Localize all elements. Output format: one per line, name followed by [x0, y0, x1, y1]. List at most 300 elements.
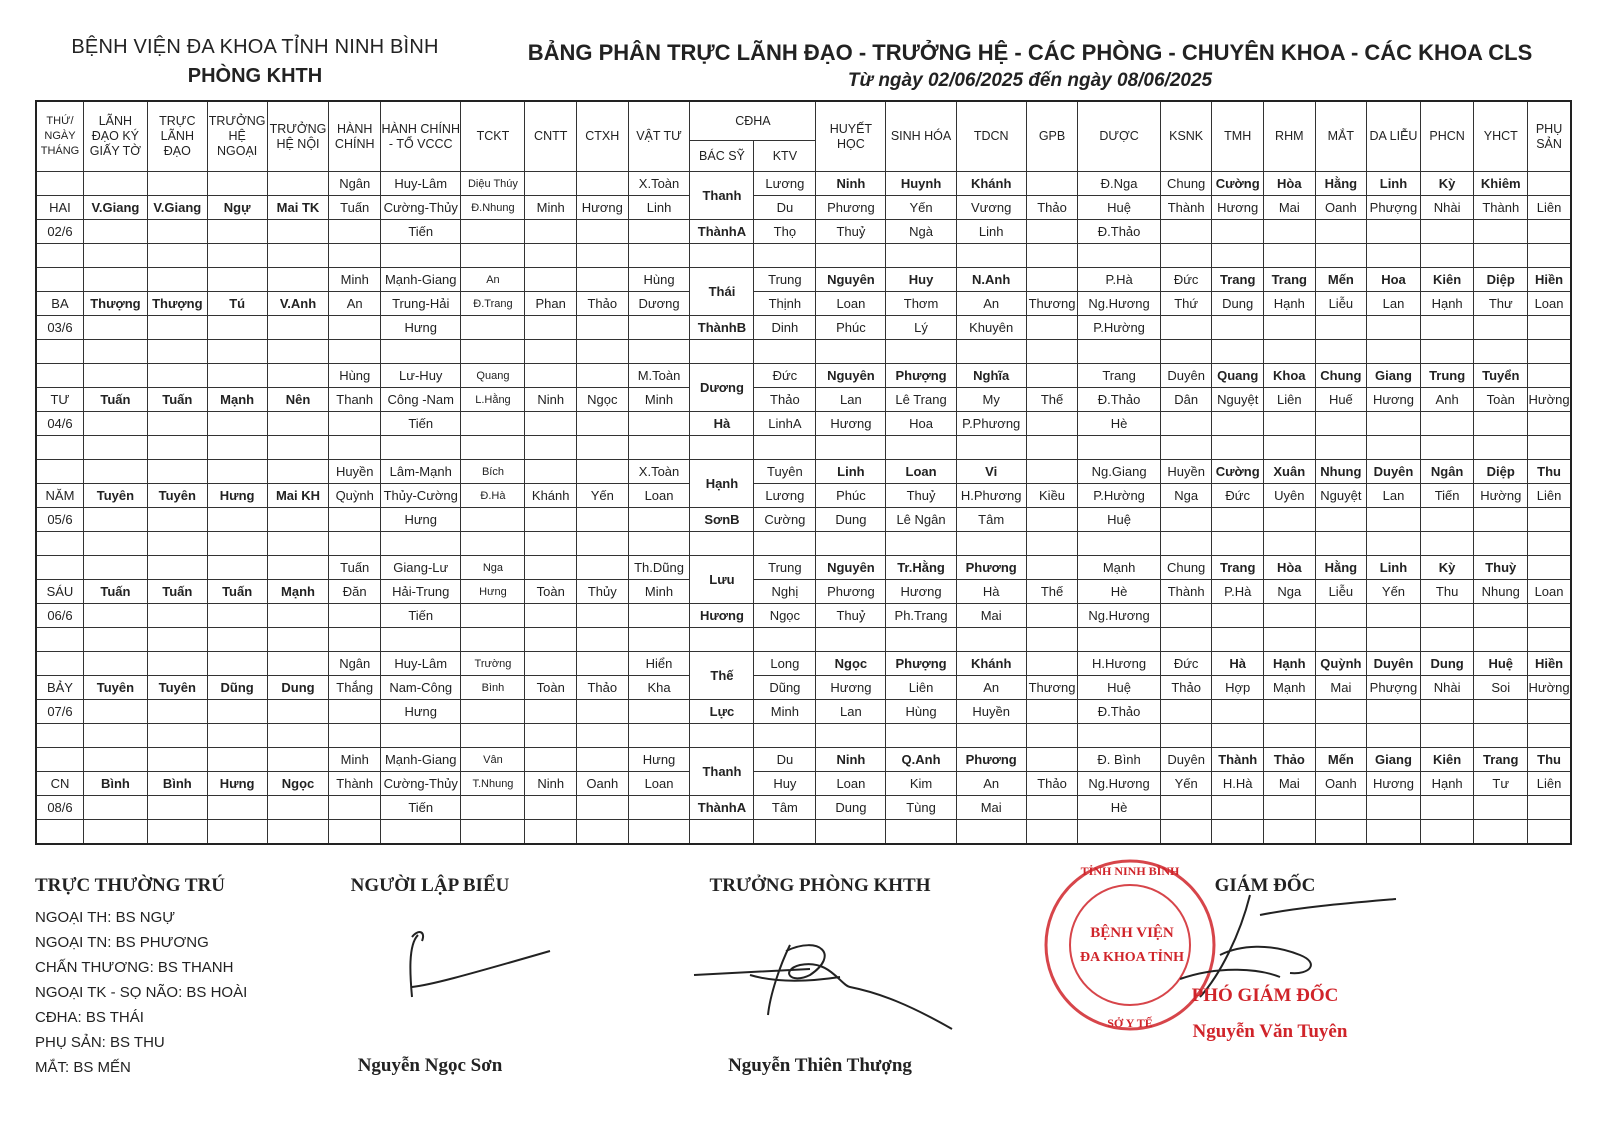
table-cell — [816, 340, 886, 364]
table-cell — [147, 436, 207, 460]
table-cell: Ngân — [1420, 460, 1474, 484]
table-cell: Khánh — [956, 652, 1026, 676]
table-cell: Hưng — [207, 772, 267, 796]
table-cell: Hợp — [1212, 676, 1264, 700]
hospital-name: BỆNH VIỆN ĐA KHOA TỈNH NINH BÌNH — [71, 36, 439, 58]
table-cell: My — [956, 388, 1026, 412]
table-cell — [267, 748, 329, 772]
table-cell — [1528, 364, 1571, 388]
table-cell: Ngọc — [754, 604, 816, 628]
table-cell — [1026, 820, 1078, 845]
table-cell — [525, 268, 577, 292]
date-range: Từ ngày 02/06/2025 đến ngày 08/06/2025 — [847, 70, 1213, 91]
table-cell — [1528, 724, 1571, 748]
table-cell: Thành — [1160, 580, 1212, 604]
table-cell — [1367, 412, 1421, 436]
table-cell — [83, 796, 147, 820]
table-row — [36, 628, 1571, 652]
table-cell — [1474, 436, 1528, 460]
table-cell: Tuấn — [329, 196, 381, 220]
cdha-doctor: Thế — [690, 652, 754, 700]
table-cell — [1474, 220, 1528, 244]
table-cell — [1315, 724, 1367, 748]
table-cell: Tuyên — [83, 484, 147, 508]
table-cell: Loan — [816, 292, 886, 316]
table-cell — [1026, 412, 1078, 436]
table-cell: Tuyên — [754, 460, 816, 484]
table-cell: Duyên — [1367, 460, 1421, 484]
table-cell — [754, 244, 816, 268]
date-label: 05/6 — [36, 508, 83, 532]
table-cell: Huyền — [1160, 460, 1212, 484]
table-cell — [525, 700, 577, 724]
table-cell: Phượng — [886, 364, 956, 388]
table-cell: Phượng — [886, 652, 956, 676]
day-label: NĂM — [36, 484, 83, 508]
table-cell — [461, 316, 525, 340]
col-header-tckt: TCKT — [461, 101, 525, 172]
table-cell — [267, 532, 329, 556]
table-cell — [1528, 628, 1571, 652]
table-row — [36, 364, 1571, 388]
table-cell — [754, 340, 816, 364]
table-cell: Nguyệt — [1212, 388, 1264, 412]
table-cell — [1420, 412, 1474, 436]
table-cell: Nam-Công — [381, 676, 461, 700]
table-cell — [267, 724, 329, 748]
table-cell: Thứ — [1160, 292, 1212, 316]
table-cell: Diệu Thúy — [461, 172, 525, 196]
table-cell — [1367, 508, 1421, 532]
table-row — [36, 436, 1571, 460]
table-cell: Diệp — [1474, 268, 1528, 292]
table-cell: Hưng — [628, 748, 690, 772]
table-cell — [690, 628, 754, 652]
day-spacer — [36, 172, 83, 196]
table-row — [36, 748, 1571, 772]
table-cell: Duyên — [1367, 652, 1421, 676]
day-spacer — [36, 556, 83, 580]
table-cell — [1264, 532, 1316, 556]
table-cell: Tuấn — [147, 580, 207, 604]
org-header — [60, 36, 450, 88]
table-cell: Hà — [956, 580, 1026, 604]
table-cell: Dung — [1420, 652, 1474, 676]
table-cell: Thịnh — [754, 292, 816, 316]
table-cell — [1026, 268, 1078, 292]
table-cell — [577, 172, 629, 196]
table-cell: Thư — [1474, 292, 1528, 316]
table-cell — [329, 244, 381, 268]
table-cell — [525, 508, 577, 532]
table-cell: Tiến — [1420, 484, 1474, 508]
table-cell — [1212, 412, 1264, 436]
table-cell: Mai — [1264, 772, 1316, 796]
table-cell: Hùng — [628, 268, 690, 292]
table-cell: Yến — [577, 484, 629, 508]
table-cell — [1026, 244, 1078, 268]
table-cell — [690, 244, 754, 268]
table-cell: An — [956, 772, 1026, 796]
table-cell — [1026, 220, 1078, 244]
table-cell: P.Hà — [1078, 268, 1161, 292]
head-of-dept-title: TRƯỞNG PHÒNG KHTH — [709, 875, 931, 896]
table-cell: Oanh — [577, 772, 629, 796]
table-row — [36, 580, 1571, 604]
table-cell: Ngọc — [816, 652, 886, 676]
table-cell: Kỳ — [1420, 172, 1474, 196]
table-cell — [956, 724, 1026, 748]
table-cell: Thương — [1026, 292, 1078, 316]
table-cell — [207, 268, 267, 292]
table-cell — [207, 172, 267, 196]
table-cell: Toàn — [1474, 388, 1528, 412]
table-cell — [147, 412, 207, 436]
table-cell — [956, 628, 1026, 652]
table-cell: Khiêm — [1474, 172, 1528, 196]
table-cell: Thắng — [329, 676, 381, 700]
table-cell — [1367, 532, 1421, 556]
table-cell: Huy — [754, 772, 816, 796]
table-cell — [1315, 244, 1367, 268]
table-cell — [1315, 796, 1367, 820]
table-cell: Đ.Thảo — [1078, 388, 1161, 412]
table-cell — [525, 244, 577, 268]
table-cell — [577, 364, 629, 388]
table-cell: Thảo — [577, 676, 629, 700]
cdha-doctor: ThànhA — [690, 796, 754, 820]
date-label: 03/6 — [36, 316, 83, 340]
table-cell — [83, 268, 147, 292]
col-header-ctxh: CTXH — [577, 101, 629, 172]
table-cell — [1160, 316, 1212, 340]
table-cell: Đ.Hà — [461, 484, 525, 508]
table-cell: Huy — [886, 268, 956, 292]
table-cell: H.Hà — [1212, 772, 1264, 796]
table-cell — [147, 796, 207, 820]
table-cell — [1264, 220, 1316, 244]
table-cell: Lương — [754, 172, 816, 196]
table-cell — [628, 628, 690, 652]
table-cell — [1420, 316, 1474, 340]
table-cell — [1026, 652, 1078, 676]
table-cell: Kha — [628, 676, 690, 700]
stamp-line2: ĐA KHOA TỈNH — [1080, 950, 1184, 965]
table-cell — [1528, 340, 1571, 364]
table-cell — [525, 412, 577, 436]
cdha-doctor: Thanh — [690, 172, 754, 220]
table-cell — [1026, 508, 1078, 532]
table-cell: Ninh — [816, 748, 886, 772]
table-cell — [577, 244, 629, 268]
table-cell — [1212, 340, 1264, 364]
table-cell: Liên — [1528, 484, 1571, 508]
table-cell: Mến — [1315, 748, 1367, 772]
table-cell — [147, 316, 207, 340]
table-cell — [329, 340, 381, 364]
table-cell — [754, 820, 816, 845]
table-cell — [628, 244, 690, 268]
table-cell: Thượng — [83, 292, 147, 316]
table-cell — [886, 820, 956, 845]
col-header-rhm: RHM — [1264, 101, 1316, 172]
table-cell — [83, 724, 147, 748]
table-cell — [36, 820, 83, 845]
head-of-dept-signature-block — [690, 875, 950, 1075]
table-cell: Diệp — [1474, 460, 1528, 484]
table-cell — [1078, 724, 1161, 748]
table-cell: Hằng — [1315, 556, 1367, 580]
table-cell — [207, 556, 267, 580]
table-cell — [1474, 820, 1528, 845]
table-cell: Kiên — [1420, 748, 1474, 772]
table-cell: Mai — [956, 604, 1026, 628]
table-cell: Hè — [1078, 580, 1161, 604]
on-call-line: PHỤ SẢN: BS THU — [35, 1034, 165, 1051]
table-cell — [461, 700, 525, 724]
table-cell: Mai — [956, 796, 1026, 820]
table-cell — [1212, 796, 1264, 820]
date-label: 08/6 — [36, 796, 83, 820]
col-header-da-lieu: DA LIỄU — [1367, 101, 1421, 172]
table-cell — [1078, 340, 1161, 364]
table-cell — [207, 652, 267, 676]
table-cell: Liên — [1528, 196, 1571, 220]
table-cell — [267, 628, 329, 652]
table-cell — [525, 628, 577, 652]
col-header-gpb: GPB — [1026, 101, 1078, 172]
table-cell: Hoa — [1367, 268, 1421, 292]
table-cell — [577, 508, 629, 532]
table-cell: Huệ — [1078, 676, 1161, 700]
table-cell: Đ. Bình — [1078, 748, 1161, 772]
table-cell: Tuyên — [147, 484, 207, 508]
table-cell: Ngọc — [577, 388, 629, 412]
table-cell: Ninh — [525, 772, 577, 796]
col-header-duoc: DƯỢC — [1078, 101, 1161, 172]
table-cell — [36, 628, 83, 652]
table-cell — [207, 436, 267, 460]
table-cell: Ngự — [207, 196, 267, 220]
day-label: SÁU — [36, 580, 83, 604]
table-cell: Thọ — [754, 220, 816, 244]
table-cell: Nghĩa — [956, 364, 1026, 388]
on-call-line: NGOẠI TK - SỌ NÃO: BS HOÀI — [35, 984, 248, 1001]
table-cell: Yến — [1367, 580, 1421, 604]
table-cell: Liên — [1528, 772, 1571, 796]
table-cell — [1315, 436, 1367, 460]
table-cell — [36, 532, 83, 556]
table-cell — [207, 220, 267, 244]
table-cell: Ph.Trang — [886, 604, 956, 628]
table-cell — [1160, 724, 1212, 748]
table-cell: Yến — [1160, 772, 1212, 796]
table-cell — [1367, 604, 1421, 628]
department-name: PHÒNG KHTH — [187, 65, 323, 87]
table-cell: Oanh — [1315, 196, 1367, 220]
table-cell: Giang-Lư — [381, 556, 461, 580]
table-cell — [461, 220, 525, 244]
table-cell — [577, 340, 629, 364]
table-cell — [1474, 796, 1528, 820]
cdha-doctor: ThànhB — [690, 316, 754, 340]
table-cell: Thành — [329, 772, 381, 796]
table-cell: Minh — [329, 748, 381, 772]
director-name: Nguyễn Văn Tuyên — [1192, 1021, 1348, 1042]
table-cell: Phúc — [816, 484, 886, 508]
table-cell: Mạnh — [1264, 676, 1316, 700]
table-row — [36, 556, 1571, 580]
table-cell: V.Giang — [83, 196, 147, 220]
table-cell — [1212, 244, 1264, 268]
table-cell — [1160, 796, 1212, 820]
preparer-signature — [400, 915, 560, 1005]
table-cell — [267, 700, 329, 724]
table-cell — [1160, 340, 1212, 364]
table-cell — [147, 220, 207, 244]
on-call-line: CĐHA: BS THÁI — [35, 1009, 144, 1026]
table-cell: Tiến — [381, 220, 461, 244]
table-cell — [1264, 796, 1316, 820]
table-cell: Lâm-Mạnh — [381, 460, 461, 484]
table-cell: Dũng — [754, 676, 816, 700]
table-cell: Minh — [525, 196, 577, 220]
table-cell — [1264, 316, 1316, 340]
on-call-line: NGOẠI TN: BS PHƯƠNG — [35, 934, 209, 951]
table-cell — [956, 436, 1026, 460]
table-cell — [577, 796, 629, 820]
table-cell — [1212, 604, 1264, 628]
table-cell — [1528, 436, 1571, 460]
table-cell: Hương — [816, 676, 886, 700]
table-cell: Tiến — [381, 604, 461, 628]
table-cell — [147, 340, 207, 364]
table-cell: Ng.Hương — [1078, 772, 1161, 796]
table-cell — [690, 820, 754, 845]
table-cell: Ninh — [816, 172, 886, 196]
on-call-list — [35, 905, 325, 1080]
table-cell — [83, 244, 147, 268]
table-cell: Đ.Nhung — [461, 196, 525, 220]
on-call-line: MẮT: BS MẾN — [35, 1059, 131, 1076]
table-cell — [886, 628, 956, 652]
table-cell — [1160, 532, 1212, 556]
table-cell — [83, 412, 147, 436]
table-cell: Lý — [886, 316, 956, 340]
table-cell — [525, 364, 577, 388]
table-cell — [83, 820, 147, 845]
table-cell: Lan — [1367, 484, 1421, 508]
table-cell — [628, 340, 690, 364]
table-cell — [1264, 700, 1316, 724]
table-cell: Dân — [1160, 388, 1212, 412]
table-cell: Linh — [628, 196, 690, 220]
day-spacer — [36, 652, 83, 676]
table-cell: Khánh — [525, 484, 577, 508]
head-of-dept-signature — [690, 925, 960, 1035]
table-cell — [816, 436, 886, 460]
col-header-bac-sy: BÁC SỸ — [690, 141, 754, 172]
table-cell — [1026, 604, 1078, 628]
table-cell — [886, 532, 956, 556]
table-cell: Duyên — [1160, 748, 1212, 772]
table-cell: Loan — [1528, 292, 1571, 316]
table-cell: Hằng — [1315, 172, 1367, 196]
table-cell — [1315, 220, 1367, 244]
table-cell — [267, 508, 329, 532]
table-cell — [816, 820, 886, 845]
table-cell — [267, 436, 329, 460]
table-cell — [36, 340, 83, 364]
table-cell: Minh — [628, 580, 690, 604]
table-cell: Kiều — [1026, 484, 1078, 508]
table-cell — [1026, 340, 1078, 364]
table-cell: Quỳnh — [329, 484, 381, 508]
table-cell: Mai — [1315, 676, 1367, 700]
table-cell: Vương — [956, 196, 1026, 220]
table-cell: Hoa — [886, 412, 956, 436]
table-cell: Cường — [754, 508, 816, 532]
table-cell — [956, 244, 1026, 268]
day-label: HAI — [36, 196, 83, 220]
table-cell: Dung — [267, 676, 329, 700]
table-cell — [1026, 796, 1078, 820]
table-cell: Hưng — [461, 580, 525, 604]
table-cell: H.Phương — [956, 484, 1026, 508]
col-header-sinh-hoa: SINH HÓA — [886, 101, 956, 172]
table-cell — [1528, 700, 1571, 724]
table-cell: Lan — [1367, 292, 1421, 316]
table-cell: Toàn — [525, 676, 577, 700]
table-cell — [1474, 532, 1528, 556]
table-cell — [461, 628, 525, 652]
table-cell — [1160, 220, 1212, 244]
table-cell: Trung-Hải — [381, 292, 461, 316]
table-cell — [1264, 412, 1316, 436]
table-cell: Thế — [1026, 580, 1078, 604]
table-cell: Thuỷ — [886, 484, 956, 508]
table-cell: Mạnh-Giang — [381, 268, 461, 292]
table-cell — [886, 244, 956, 268]
table-cell: Nhung — [1315, 460, 1367, 484]
table-cell — [1474, 244, 1528, 268]
table-cell — [1160, 628, 1212, 652]
table-cell: X.Toàn — [628, 172, 690, 196]
on-call-title: TRỰC THƯỜNG TRÚ — [35, 875, 226, 896]
table-cell: Loan — [816, 772, 886, 796]
table-cell — [525, 460, 577, 484]
table-cell — [1264, 820, 1316, 845]
table-cell — [207, 724, 267, 748]
table-cell — [83, 316, 147, 340]
table-cell: Yến — [886, 196, 956, 220]
table-cell — [816, 724, 886, 748]
table-cell — [525, 796, 577, 820]
table-cell: Anh — [1420, 388, 1474, 412]
table-cell: Thu — [1420, 580, 1474, 604]
table-cell: Thành — [1212, 748, 1264, 772]
table-cell — [83, 700, 147, 724]
table-cell: Công -Nam — [381, 388, 461, 412]
table-cell — [754, 436, 816, 460]
table-cell — [461, 604, 525, 628]
table-cell: Lê Trang — [886, 388, 956, 412]
table-cell: Mai — [1264, 196, 1316, 220]
table-cell: Cường-Thủy — [381, 772, 461, 796]
table-cell — [1420, 700, 1474, 724]
table-cell: P.Phương — [956, 412, 1026, 436]
table-cell — [1026, 628, 1078, 652]
